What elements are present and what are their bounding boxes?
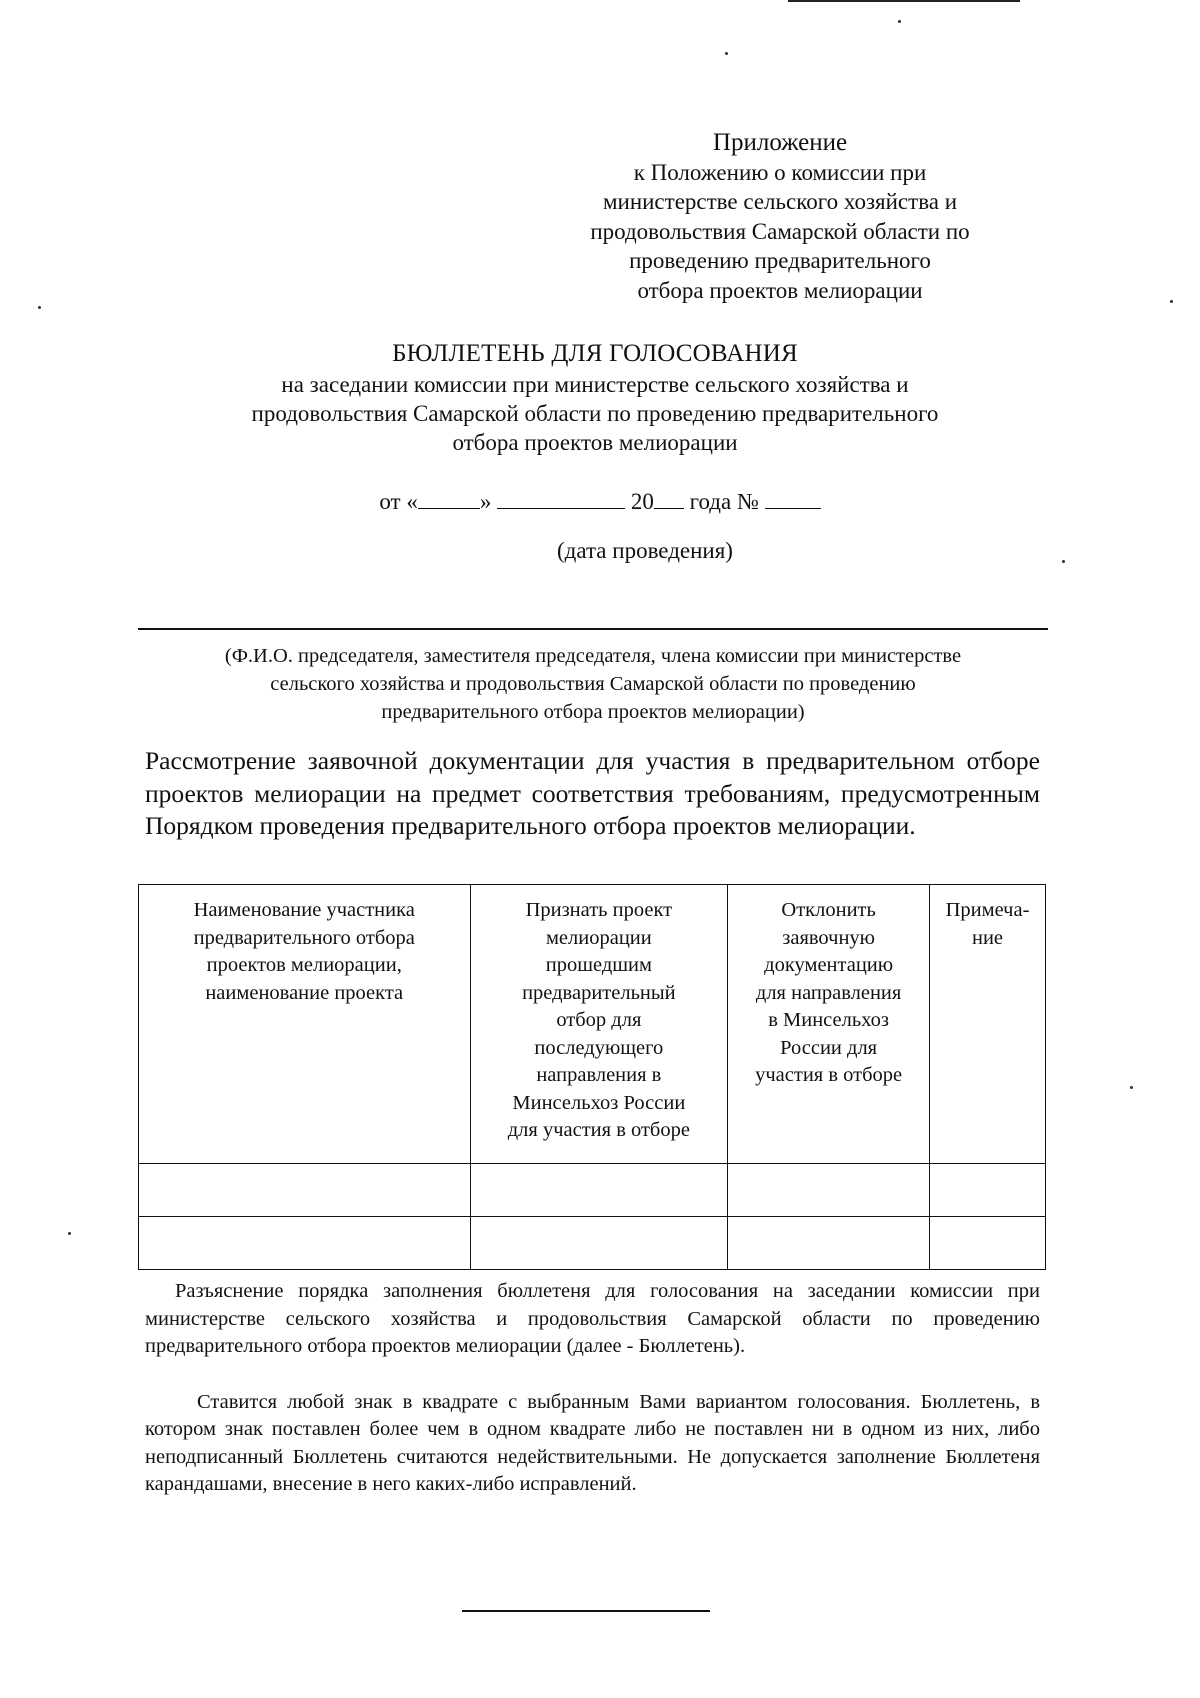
reject-cell[interactable] — [728, 1164, 930, 1217]
table-row — [139, 1164, 1046, 1217]
header-text-line: последующего — [534, 1036, 664, 1059]
header-text-line: Признать проект — [525, 899, 673, 921]
fio-blank-line[interactable] — [138, 628, 1048, 630]
fio-caption-line: (Ф.И.О. председателя, заместителя председателя, члена комиссии при министерстве — [224, 645, 962, 667]
header-text-line: Примеча- — [945, 899, 1030, 921]
header-text-line: для участия в отборе — [507, 1119, 690, 1141]
appendix-line: продовольствия Самарской области по — [590, 218, 970, 244]
ballot-heading — [150, 338, 1040, 457]
date-from-label: от « — [379, 489, 418, 514]
header-text-line: для направления — [755, 981, 902, 1004]
scan-edge-line — [788, 0, 1020, 2]
voting-table — [138, 884, 1046, 1270]
end-divider — [462, 1610, 710, 1612]
ballot-title: БЮЛЛЕТЕНЬ ДЛЯ ГОЛОСОВАНИЯ — [392, 340, 798, 367]
header-text-line: участия в отборе — [755, 1064, 903, 1086]
header-note — [930, 885, 1046, 1164]
fio-caption-line: предварительного отбора проектов мелиорации) — [381, 701, 805, 723]
scan-speck — [1170, 300, 1173, 303]
appendix-title: Приложение — [712, 129, 848, 156]
table-row — [139, 1217, 1046, 1270]
header-text-line: предварительный — [522, 981, 676, 1004]
header-text-line: Минсельхоз России — [512, 1091, 686, 1114]
header-text-line: ние — [971, 926, 1004, 949]
participant-cell[interactable] — [139, 1217, 471, 1270]
appendix-line: министерстве сельского хозяйства и — [602, 189, 958, 214]
date-quote-close: » — [479, 489, 492, 514]
date-hint: (дата проведения) — [557, 538, 733, 563]
ballot-subtitle-line: отбора проектов мелиорации — [452, 430, 738, 455]
note-cell[interactable] — [930, 1164, 1046, 1217]
header-text-line: России для — [780, 1036, 878, 1059]
explanation-block — [145, 1278, 1040, 1499]
header-text-line: Наименование участника — [193, 899, 415, 921]
scan-speck — [1130, 1086, 1133, 1089]
month-blank[interactable] — [497, 486, 625, 509]
scan-speck — [725, 52, 728, 55]
year-number-label: года № — [689, 489, 759, 514]
participant-cell[interactable] — [139, 1164, 471, 1217]
header-text-line: проектов мелиорации, — [206, 954, 402, 976]
scan-speck — [38, 306, 41, 309]
approve-cell[interactable] — [470, 1164, 728, 1217]
intro-paragraph: Рассмотрение заявочной документации для участия в предварительном отборе проектов мелиорации на предмет соответствия требованиям, предусмотренным Порядком проведения предварительного отбора проектов мелиорации. — [145, 746, 1040, 840]
ballot-subtitle-line: продовольствия Самарской области по проведению предварительного — [251, 401, 939, 426]
header-text-line: наименование проекта — [205, 981, 404, 1004]
scan-speck — [68, 1232, 71, 1235]
header-text-line: документацию — [764, 954, 894, 976]
header-participant — [139, 885, 471, 1164]
header-text-line: направления в — [536, 1064, 662, 1086]
fio-caption-line: сельского хозяйства и продовольствия Самарской области по проведению — [270, 673, 916, 695]
appendix-line: проведению предварительного — [629, 248, 931, 273]
ballot-subtitle-line: на заседании комиссии при министерстве сельского хозяйства и — [281, 372, 909, 397]
instructions-paragraph: Ставится любой знак в квадрате с выбранным Вами вариантом голосования. Бюллетень, в котором знак поставлен более чем в одном квадрате либо не поставлен ни в одном из них, либо неподписанный Бюллетень считаются недействительными. Не допускается заполнение Бюллетеня карандашами, внесение в него каких-либо исправлений. — [145, 1390, 1040, 1495]
appendix-line: отбора проектов мелиорации — [637, 277, 923, 303]
fio-caption — [138, 642, 1048, 726]
day-blank[interactable] — [418, 486, 480, 509]
reject-cell[interactable] — [728, 1217, 930, 1270]
approve-cell[interactable] — [470, 1217, 728, 1270]
year-prefix: 20 — [630, 489, 654, 514]
header-approve — [470, 885, 728, 1164]
header-text-line: прошедшим — [545, 954, 652, 976]
explanation-paragraph: Разъяснение порядка заполнения бюллетеня для голосования на заседании комиссии при министерстве сельского хозяйства и продовольствия Самарской области по проведению предварительного отбора проектов мелиорации (далее - Бюллетень). — [145, 1280, 1040, 1357]
header-text-line: предварительного отбора — [193, 926, 415, 949]
year-blank[interactable] — [654, 486, 684, 509]
date-line — [0, 486, 1200, 515]
number-blank[interactable] — [765, 486, 821, 509]
appendix-line: к Положению о комиссии при — [633, 159, 927, 185]
header-text-line: мелиорации — [545, 926, 652, 949]
table-header-row — [139, 885, 1046, 1164]
header-text-line: отбор для — [556, 1009, 642, 1031]
scan-speck — [898, 20, 901, 23]
header-text-line: Отклонить — [781, 899, 876, 921]
appendix-block — [560, 128, 1000, 305]
note-cell[interactable] — [930, 1217, 1046, 1270]
header-text-line: в Минсельхоз — [768, 1009, 890, 1031]
header-text-line: заявочную — [782, 926, 875, 949]
header-reject — [728, 885, 930, 1164]
